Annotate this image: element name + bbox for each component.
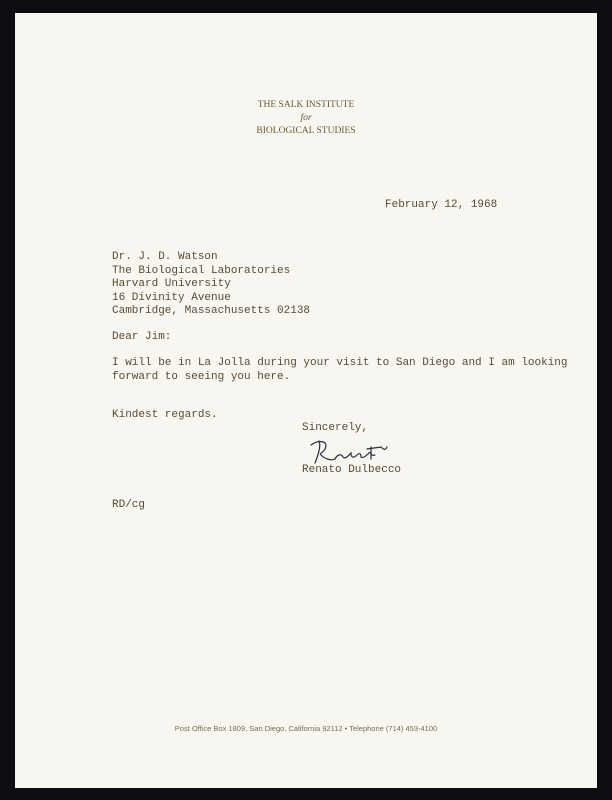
handwritten-signature xyxy=(305,435,395,467)
signer-name: Renato Dulbecco xyxy=(302,464,402,476)
letter-page xyxy=(15,13,597,788)
body-line: I will be in La Jolla during your visit to San Diego and I am looking xyxy=(112,357,568,369)
recipient-org: The Biological Laboratories xyxy=(112,264,291,277)
letterhead-for: for xyxy=(300,113,312,123)
signoff: Sincerely, xyxy=(302,422,369,434)
letter-body xyxy=(112,357,567,384)
recipient-name: Dr. J. D. Watson xyxy=(112,251,218,263)
footer-address: Post Office Box 1809, San Diego, California 92112 • Telephone (714) 453-4100 xyxy=(174,724,438,733)
letterhead-institute: THE SALK INSTITUTE xyxy=(257,100,355,110)
letterhead xyxy=(15,99,597,138)
recipient-university: Harvard University xyxy=(112,278,231,290)
salutation: Dear Jim: xyxy=(112,331,172,343)
recipient-address xyxy=(112,251,310,319)
body-line: forward to seeing you here. xyxy=(112,370,291,383)
typist-initials: RD/cg xyxy=(112,499,146,511)
closing: Kindest regards. xyxy=(112,409,218,421)
letter-date: February 12, 1968 xyxy=(385,199,498,211)
recipient-city: Cambridge, Massachusetts 02138 xyxy=(112,305,311,317)
recipient-street: 16 Divinity Avenue xyxy=(112,291,231,304)
letterhead-studies: BIOLOGICAL STUDIES xyxy=(256,126,356,136)
